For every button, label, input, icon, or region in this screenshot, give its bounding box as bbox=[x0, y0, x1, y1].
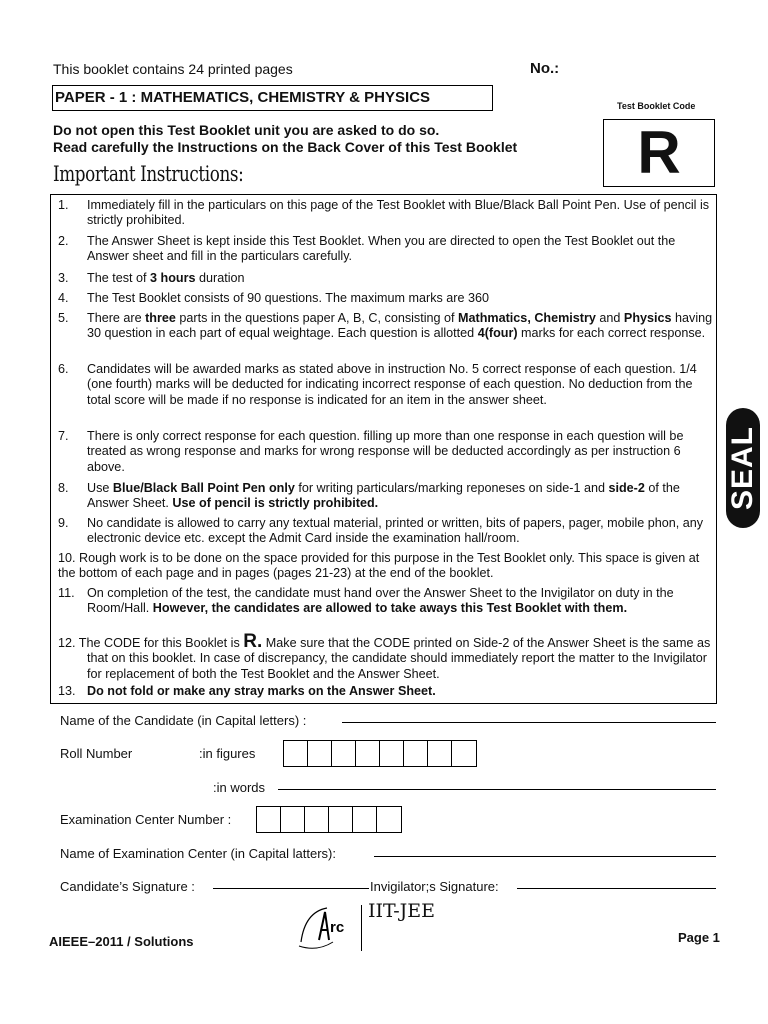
svg-text:rc: rc bbox=[330, 919, 345, 936]
instruction-item: 13. Do not fold or make any stray marks on the Answer Sheet. bbox=[58, 684, 436, 698]
footer-source: AIEEE–2011 / Solutions bbox=[49, 934, 194, 949]
instruction-item: 7. There is only correct response for each question. filling up more than one response in each question will be treated as wrong response and marks for wrong response will be deducted accordingly as per instruction 6 above. bbox=[58, 429, 684, 474]
exam-center-number-boxes[interactable] bbox=[256, 806, 402, 833]
arc-logo-icon bbox=[297, 902, 357, 954]
candidate-signature-line[interactable] bbox=[213, 888, 369, 889]
instruction-item: 10. Rough work is to be done on the space provided for this purpose in the Test Booklet only. This space is given at the bottom of each page and in pages (pages 21-23) at the end of the booklet. bbox=[58, 551, 700, 581]
instruction-item: 12. The CODE for this Booklet is R. Make sure that the CODE printed on Side-2 of the Answer Sheet is the same as that on this booklet. In case of discrepancy, the candidate should immediately report the matter to the Invigilator for replacement of both the Test Booklet and the Answer Sheet. bbox=[58, 631, 711, 681]
notice-line-2: Read carefully the Instructions on the Back Cover of this Test Booklet bbox=[53, 139, 518, 155]
paper-title: PAPER - 1 : MATHEMATICS, CHEMISTRY & PHYSICS bbox=[52, 85, 493, 111]
invigilator-signature-line[interactable] bbox=[517, 888, 716, 889]
instruction-item: 11. On completion of the test, the candidate must hand over the Answer Sheet to the Invigilator on duty in the Room/Hall. However, the candidates are allowed to take aways this Test Booklet with them. bbox=[58, 586, 674, 616]
instruction-item: 8. Use Blue/Black Ball Point Pen only for writing particulars/marking reponeses on side-1 and side-2 of the Answer Sheet. Use of pencil is strictly prohibited. bbox=[58, 481, 680, 511]
exam-center-number-label: Examination Center Number : bbox=[60, 812, 232, 827]
pages-note: This booklet contains 24 printed pages bbox=[53, 61, 293, 77]
instruction-item: 5. There are three parts in the questions paper A, B, C, consisting of Mathmatics, Chemistry and Physics having 30 question in each part of equal weightage. Each question is allotted 4(four) marks for each correct response. bbox=[58, 311, 713, 341]
in-words-label: :in words bbox=[213, 780, 266, 795]
exam-center-name-line[interactable] bbox=[374, 856, 716, 857]
candidate-signature-label: Candidate’s Signature : bbox=[60, 879, 195, 894]
instructions-heading: Important Instructions: bbox=[53, 162, 244, 186]
instruction-item: 2. The Answer Sheet is kept inside this Test Booklet. When you are directed to open the Test Booklet out the Answer sheet and fill in the particulars carefully. bbox=[58, 234, 676, 264]
test-booklet-code-box: R bbox=[603, 119, 715, 187]
logo-text: IIT-JEE bbox=[368, 900, 436, 922]
roll-number-label: Roll Number bbox=[60, 746, 133, 761]
roll-number-boxes[interactable] bbox=[283, 740, 477, 767]
roll-number-words-line[interactable] bbox=[278, 789, 716, 790]
test-booklet-code-label: Test Booklet Code bbox=[617, 101, 696, 111]
notice-line-1: Do not open this Test Booklet unit you are asked to do so. bbox=[53, 122, 440, 138]
page-number: Page 1 bbox=[678, 930, 720, 945]
instruction-item: 6. Candidates will be awarded marks as stated above in instruction No. 5 correct response of each question. 1/4 (one fourth) marks will be deducted for indicating incorrect response of each question. No deduction from the total score will be made if no response is indicated for an item in the answer sheet. bbox=[58, 362, 697, 407]
in-figures-label: :in figures bbox=[199, 746, 256, 761]
instruction-item: 4. The Test Booklet consists of 90 questions. The maximum marks are 360 bbox=[58, 291, 490, 305]
seal-badge: SEAL bbox=[726, 408, 760, 528]
candidate-name-label: Name of the Candidate (in Capital letters) : bbox=[60, 713, 307, 728]
booklet-number-label: No.: bbox=[530, 60, 560, 77]
instruction-item: 1. Immediately fill in the particulars on this page of the Test Booklet with Blue/Black Ball Point Pen. Use of pencil is strictly prohibited. bbox=[58, 198, 710, 228]
instruction-item: 3. The test of 3 hours duration bbox=[58, 271, 245, 285]
exam-center-name-label: Name of Examination Center (in Capital latters): bbox=[60, 846, 337, 861]
logo-divider bbox=[361, 905, 362, 951]
instruction-item: 9. No candidate is allowed to carry any textual material, printed or written, bits of papers, pager, mobile phon, any electronic device etc. except the Admit Card inside the examination hall/room. bbox=[58, 516, 704, 546]
candidate-name-line[interactable] bbox=[342, 722, 716, 723]
invigilator-signature-label: Invigilator;s Signature: bbox=[370, 879, 499, 894]
